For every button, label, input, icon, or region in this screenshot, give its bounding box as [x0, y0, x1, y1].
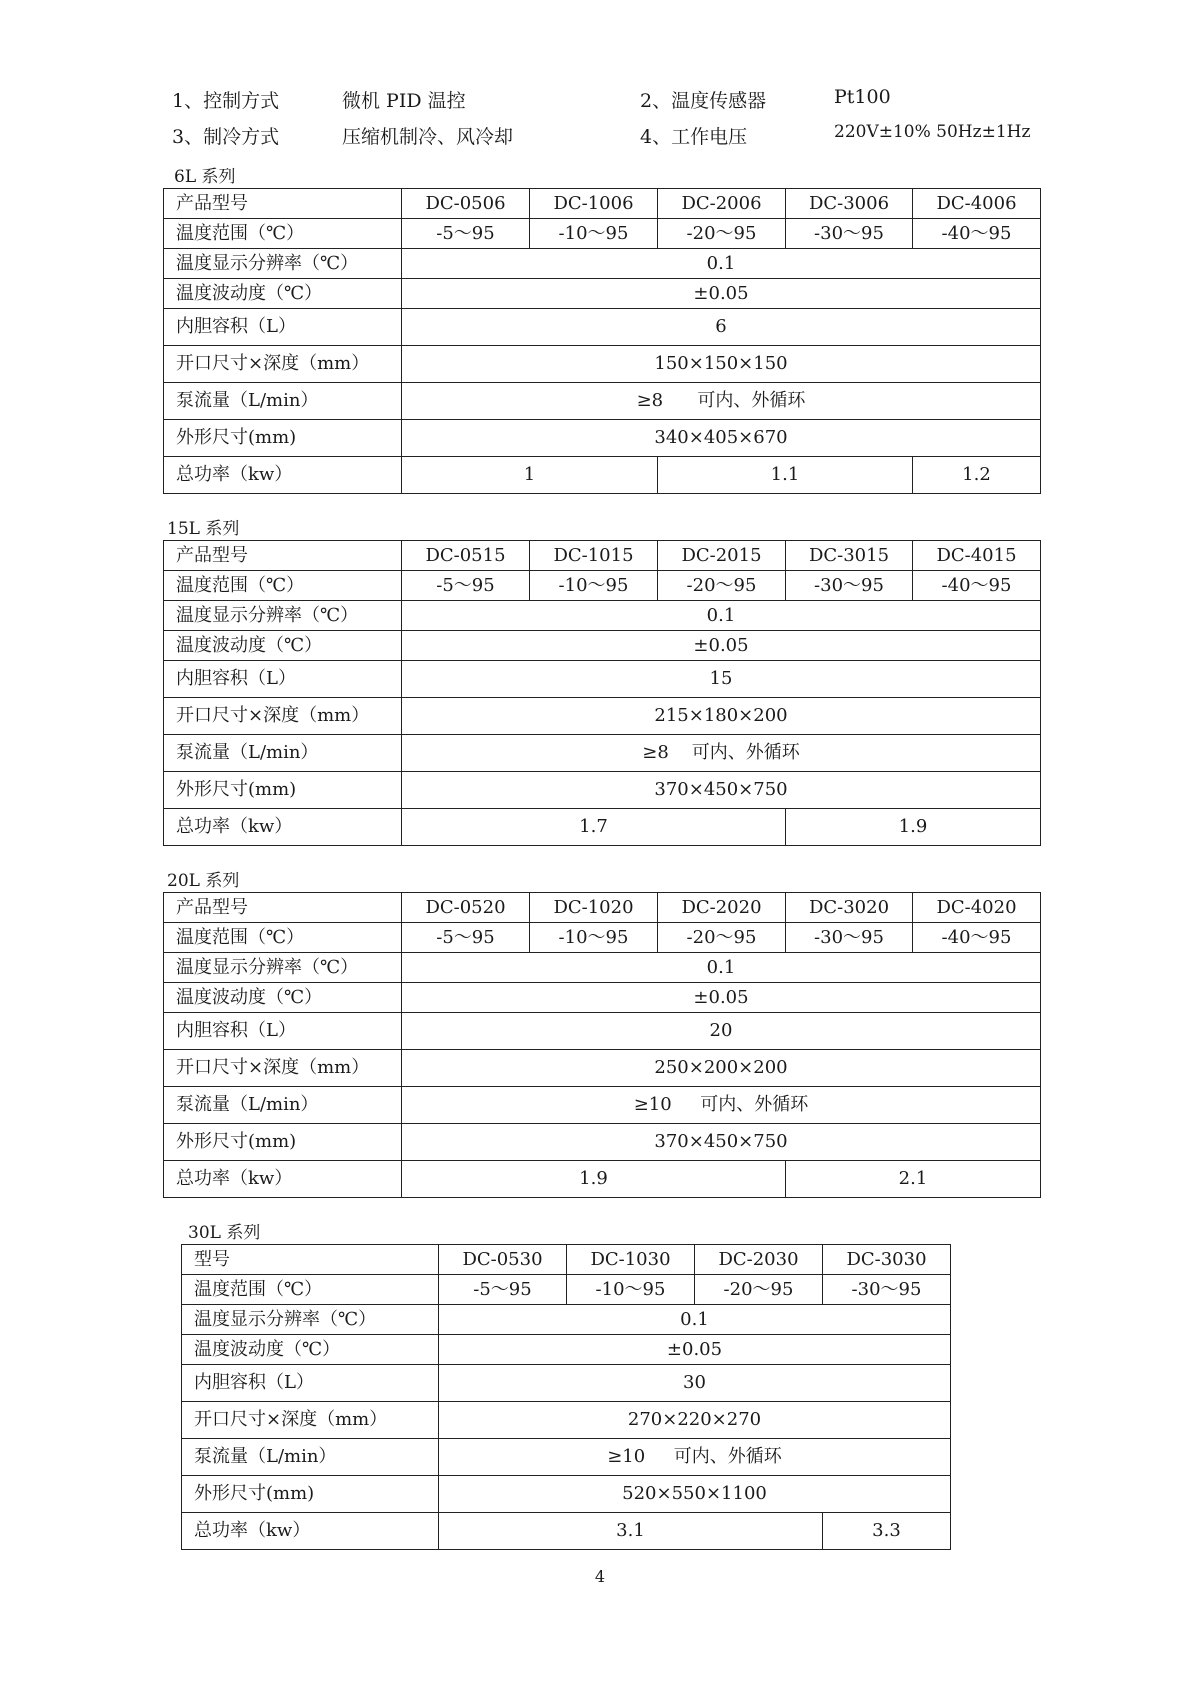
row-label: 型号 [182, 1245, 439, 1275]
pump-cell: ≥10 可内、外循环 [402, 1087, 1041, 1124]
table-row [164, 279, 1041, 309]
resolution-cell: 0.1 [402, 249, 1041, 279]
table-row [164, 541, 1041, 571]
row-label: 外形尺寸(mm) [182, 1476, 439, 1513]
series-title-15l: 15L 系列 [167, 519, 240, 539]
row-label: 温度波动度（℃） [164, 983, 402, 1013]
resolution-cell: 0.1 [439, 1305, 951, 1335]
table-row [164, 772, 1041, 809]
page-number: 4 [594, 1567, 606, 1586]
table-row [164, 420, 1041, 457]
spec-row [172, 82, 1052, 118]
row-label: 产品型号 [164, 189, 402, 219]
row-label: 开口尺寸×深度（mm） [164, 698, 402, 735]
model-cell: DC-1015 [530, 541, 658, 571]
power-cell: 3.3 [823, 1513, 951, 1550]
model-cell: DC-0530 [439, 1245, 567, 1275]
row-label: 外形尺寸(mm) [164, 1124, 402, 1161]
row-label: 泵流量（L/min） [182, 1439, 439, 1476]
model-cell: DC-4020 [913, 893, 1041, 923]
spec-label: 2、温度传感器 [640, 90, 767, 112]
row-label: 温度波动度（℃） [164, 279, 402, 309]
resolution-cell: 0.1 [402, 601, 1041, 631]
model-cell: DC-0515 [402, 541, 530, 571]
table-row [182, 1365, 951, 1402]
row-label: 泵流量（L/min） [164, 1087, 402, 1124]
power-cell: 1 [402, 457, 658, 494]
row-label: 泵流量（L/min） [164, 383, 402, 420]
table-row [182, 1513, 951, 1550]
range-cell: -10～95 [530, 571, 658, 601]
model-cell: DC-4015 [913, 541, 1041, 571]
range-cell: -10～95 [530, 923, 658, 953]
row-label: 内胆容积（L） [164, 1013, 402, 1050]
range-cell: -20～95 [658, 571, 786, 601]
range-cell: -5～95 [402, 571, 530, 601]
range-cell: -30～95 [823, 1275, 951, 1305]
pump-cell: ≥8 可内、外循环 [402, 735, 1041, 772]
model-cell: DC-2006 [658, 189, 786, 219]
model-cell: DC-0520 [402, 893, 530, 923]
range-cell: -20～95 [658, 219, 786, 249]
row-label: 产品型号 [164, 893, 402, 923]
row-label: 内胆容积（L） [164, 309, 402, 346]
table-row [164, 601, 1041, 631]
row-label: 温度范围（℃） [164, 219, 402, 249]
table-row [182, 1275, 951, 1305]
spec-table-6l [163, 188, 1041, 494]
row-label: 外形尺寸(mm) [164, 772, 402, 809]
row-label: 总功率（kw） [182, 1513, 439, 1550]
power-cell: 3.1 [439, 1513, 823, 1550]
row-label: 内胆容积（L） [164, 661, 402, 698]
table-row [182, 1305, 951, 1335]
fluctuation-cell: ±0.05 [439, 1335, 951, 1365]
model-cell: DC-2020 [658, 893, 786, 923]
table-row [164, 1124, 1041, 1161]
range-cell: -40～95 [913, 923, 1041, 953]
table-row [164, 346, 1041, 383]
table-row [164, 189, 1041, 219]
volume-cell: 15 [402, 661, 1041, 698]
table-row [164, 457, 1041, 494]
table-row [164, 809, 1041, 846]
table-row [164, 383, 1041, 420]
table-row [164, 953, 1041, 983]
row-label: 温度范围（℃） [164, 571, 402, 601]
table-row [182, 1245, 951, 1275]
fluctuation-cell: ±0.05 [402, 983, 1041, 1013]
opening-cell: 215×180×200 [402, 698, 1041, 735]
outer-size-cell: 370×450×750 [402, 772, 1041, 809]
series-title-20l: 20L 系列 [167, 871, 240, 891]
range-cell: -30～95 [786, 571, 913, 601]
table-row [164, 893, 1041, 923]
row-label: 产品型号 [164, 541, 402, 571]
row-label: 温度波动度（℃） [182, 1335, 439, 1365]
range-cell: -30～95 [786, 219, 913, 249]
row-label: 温度显示分辨率（℃） [164, 249, 402, 279]
range-cell: -20～95 [658, 923, 786, 953]
spec-value: Pt100 [834, 86, 891, 108]
pump-cell: ≥8 可内、外循环 [402, 383, 1041, 420]
table-row [182, 1402, 951, 1439]
row-label: 温度显示分辨率（℃） [182, 1305, 439, 1335]
table-row [164, 698, 1041, 735]
fluctuation-cell: ±0.05 [402, 279, 1041, 309]
range-cell: -5～95 [402, 219, 530, 249]
range-cell: -40～95 [913, 219, 1041, 249]
outer-size-cell: 340×405×670 [402, 420, 1041, 457]
row-label: 开口尺寸×深度（mm） [164, 1050, 402, 1087]
power-cell: 1.2 [913, 457, 1041, 494]
power-cell: 1.9 [402, 1161, 786, 1198]
range-cell: -40～95 [913, 571, 1041, 601]
volume-cell: 20 [402, 1013, 1041, 1050]
row-label: 总功率（kw） [164, 1161, 402, 1198]
fluctuation-cell: ±0.05 [402, 631, 1041, 661]
model-cell: DC-1030 [567, 1245, 695, 1275]
table-row [164, 571, 1041, 601]
row-label: 温度显示分辨率（℃） [164, 953, 402, 983]
model-cell: DC-3006 [786, 189, 913, 219]
range-cell: -5～95 [439, 1275, 567, 1305]
power-cell: 1.1 [658, 457, 913, 494]
table-row [164, 219, 1041, 249]
spec-label: 3、制冷方式 [172, 126, 280, 148]
range-cell: -10～95 [530, 219, 658, 249]
outer-size-cell: 520×550×1100 [439, 1476, 951, 1513]
range-cell: -5～95 [402, 923, 530, 953]
model-cell: DC-1006 [530, 189, 658, 219]
table-row [182, 1439, 951, 1476]
series-title-6l: 6L 系列 [174, 167, 236, 187]
outer-size-cell: 370×450×750 [402, 1124, 1041, 1161]
table-row [164, 631, 1041, 661]
range-cell: -20～95 [695, 1275, 823, 1305]
power-cell: 2.1 [786, 1161, 1041, 1198]
range-cell: -10～95 [567, 1275, 695, 1305]
volume-cell: 30 [439, 1365, 951, 1402]
model-cell: DC-3020 [786, 893, 913, 923]
opening-cell: 250×200×200 [402, 1050, 1041, 1087]
table-row [164, 1050, 1041, 1087]
series-title-30l: 30L 系列 [188, 1223, 261, 1243]
row-label: 温度范围（℃） [182, 1275, 439, 1305]
opening-cell: 270×220×270 [439, 1402, 951, 1439]
model-cell: DC-3030 [823, 1245, 951, 1275]
row-label: 开口尺寸×深度（mm） [182, 1402, 439, 1439]
row-label: 开口尺寸×深度（mm） [164, 346, 402, 383]
pump-cell: ≥10 可内、外循环 [439, 1439, 951, 1476]
row-label: 泵流量（L/min） [164, 735, 402, 772]
row-label: 内胆容积（L） [182, 1365, 439, 1402]
resolution-cell: 0.1 [402, 953, 1041, 983]
model-cell: DC-0506 [402, 189, 530, 219]
volume-cell: 6 [402, 309, 1041, 346]
model-cell: DC-1020 [530, 893, 658, 923]
spec-table-20l [163, 892, 1041, 1198]
row-label: 温度显示分辨率（℃） [164, 601, 402, 631]
power-cell: 1.7 [402, 809, 786, 846]
row-label: 总功率（kw） [164, 457, 402, 494]
spec-value: 压缩机制冷、风冷却 [342, 126, 514, 148]
row-label: 温度范围（℃） [164, 923, 402, 953]
spec-label: 4、工作电压 [640, 126, 748, 148]
row-label: 总功率（kw） [164, 809, 402, 846]
table-row [164, 983, 1041, 1013]
spec-value: 220V±10% 50Hz±1Hz [834, 122, 1031, 142]
spec-label: 1、控制方式 [172, 90, 280, 112]
table-row [164, 249, 1041, 279]
model-cell: DC-4006 [913, 189, 1041, 219]
table-row [182, 1335, 951, 1365]
table-row [164, 1013, 1041, 1050]
table-row [164, 309, 1041, 346]
model-cell: DC-3015 [786, 541, 913, 571]
table-row [164, 661, 1041, 698]
model-cell: DC-2030 [695, 1245, 823, 1275]
opening-cell: 150×150×150 [402, 346, 1041, 383]
table-row [182, 1476, 951, 1513]
model-cell: DC-2015 [658, 541, 786, 571]
table-row [164, 1087, 1041, 1124]
spec-row [172, 118, 1052, 154]
spec-table-30l [181, 1244, 951, 1550]
row-label: 温度波动度（℃） [164, 631, 402, 661]
table-row [164, 1161, 1041, 1198]
row-label: 外形尺寸(mm) [164, 420, 402, 457]
spec-value: 微机 PID 温控 [342, 90, 466, 112]
power-cell: 1.9 [786, 809, 1041, 846]
table-row [164, 735, 1041, 772]
spec-table-15l [163, 540, 1041, 846]
range-cell: -30～95 [786, 923, 913, 953]
general-specs [172, 82, 1052, 154]
table-row [164, 923, 1041, 953]
